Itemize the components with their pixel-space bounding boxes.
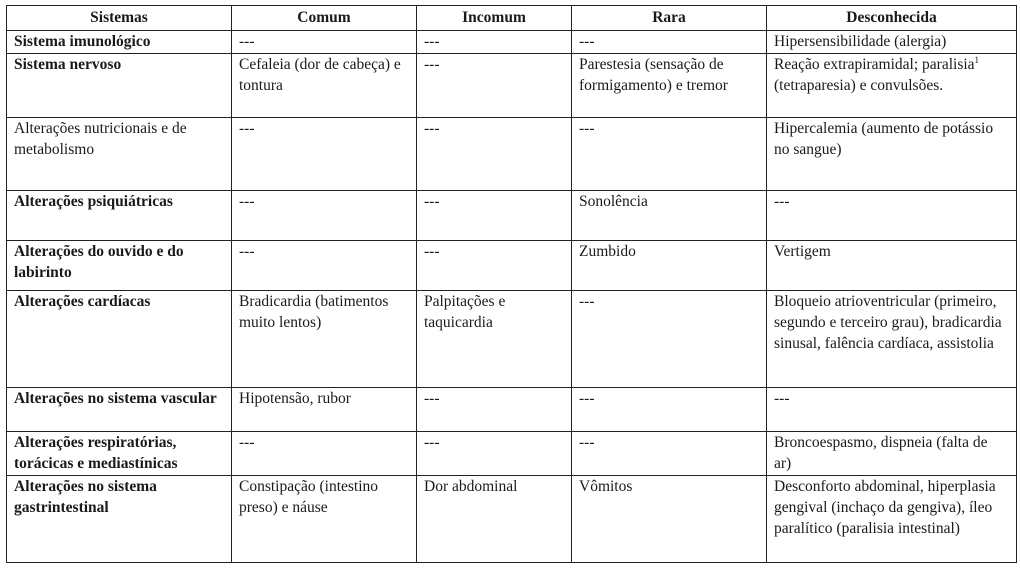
cell-desconhecida: Bloqueio atrioventricular (primeiro, segundo e terceiro grau), bradicardia sinusal, falência cardíaca, assistolia: [767, 291, 1017, 388]
cell-incomum: ---: [417, 31, 572, 54]
cell-rara: ---: [572, 291, 767, 388]
cell-sistema: Sistema nervoso: [7, 54, 232, 118]
cell-rara: Vômitos: [572, 476, 767, 563]
cell-desconhecida: Hipersensibilidade (alergia): [767, 31, 1017, 54]
cell-comum: Cefaleia (dor de cabeça) e tontura: [232, 54, 417, 118]
cell-incomum: Dor abdominal: [417, 476, 572, 563]
cell-sistema: Alterações do ouvido e do labirinto: [7, 241, 232, 291]
header-sistemas: Sistemas: [7, 6, 232, 31]
header-desconhecida: Desconhecida: [767, 6, 1017, 31]
cell-incomum: ---: [417, 191, 572, 241]
cell-comum: ---: [232, 31, 417, 54]
adverse-reactions-table: [6, 5, 1017, 563]
cell-sistema: Sistema imunológico: [7, 31, 232, 54]
table-container: [6, 5, 1017, 563]
cell-rara: Parestesia (sensação de formigamento) e tremor: [572, 54, 767, 118]
cell-sistema: Alterações cardíacas: [7, 291, 232, 388]
cell-comum: ---: [232, 241, 417, 291]
cell-incomum: ---: [417, 432, 572, 476]
cell-sistema: Alterações psiquiátricas: [7, 191, 232, 241]
cell-incomum: ---: [417, 54, 572, 118]
cell-sistema: Alterações respiratórias, torácicas e mediastínicas: [7, 432, 232, 476]
desconhecida-text-post: (tetraparesia) e convulsões.: [774, 77, 944, 94]
cell-incomum: Palpitações e taquicardia: [417, 291, 572, 388]
table-row: [7, 31, 1017, 54]
cell-incomum: ---: [417, 388, 572, 432]
cell-desconhecida: Hipercalemia (aumento de potássio no sangue): [767, 118, 1017, 191]
cell-desconhecida: ---: [767, 191, 1017, 241]
table-row: [7, 118, 1017, 191]
header-row: [7, 6, 1017, 31]
cell-desconhecida: [767, 54, 1017, 118]
cell-rara: ---: [572, 118, 767, 191]
table-row: [7, 241, 1017, 291]
footnote-marker: 1: [974, 55, 980, 65]
cell-rara: Sonolência: [572, 191, 767, 241]
header-rara: Rara: [572, 6, 767, 31]
cell-sistema: Alterações no sistema gastrintestinal: [7, 476, 232, 563]
cell-comum: Hipotensão, rubor: [232, 388, 417, 432]
table-row: [7, 476, 1017, 563]
cell-incomum: ---: [417, 241, 572, 291]
cell-sistema: Alterações no sistema vascular: [7, 388, 232, 432]
cell-comum: ---: [232, 191, 417, 241]
cell-desconhecida: ---: [767, 388, 1017, 432]
cell-comum: Constipação (intestino preso) e náuse: [232, 476, 417, 563]
cell-sistema: Alterações nutricionais e de metabolismo: [7, 118, 232, 191]
table-row: [7, 388, 1017, 432]
cell-rara: ---: [572, 388, 767, 432]
cell-desconhecida: Desconforto abdominal, hiperplasia gengival (inchaço da gengiva), íleo paralítico (paralisia intestinal): [767, 476, 1017, 563]
cell-rara: ---: [572, 31, 767, 54]
table-row: [7, 54, 1017, 118]
cell-rara: ---: [572, 432, 767, 476]
cell-desconhecida: Vertigem: [767, 241, 1017, 291]
header-comum: Comum: [232, 6, 417, 31]
header-incomum: Incomum: [417, 6, 572, 31]
desconhecida-text-pre: Reação extrapiramidal; paralisia: [774, 56, 975, 73]
cell-desconhecida: Broncoespasmo, dispneia (falta de ar): [767, 432, 1017, 476]
cell-comum: Bradicardia (batimentos muito lentos): [232, 291, 417, 388]
table-row: [7, 291, 1017, 388]
cell-comum: ---: [232, 118, 417, 191]
cell-comum: ---: [232, 432, 417, 476]
table-row: [7, 191, 1017, 241]
table-row: [7, 432, 1017, 476]
cell-rara: Zumbido: [572, 241, 767, 291]
cell-incomum: ---: [417, 118, 572, 191]
